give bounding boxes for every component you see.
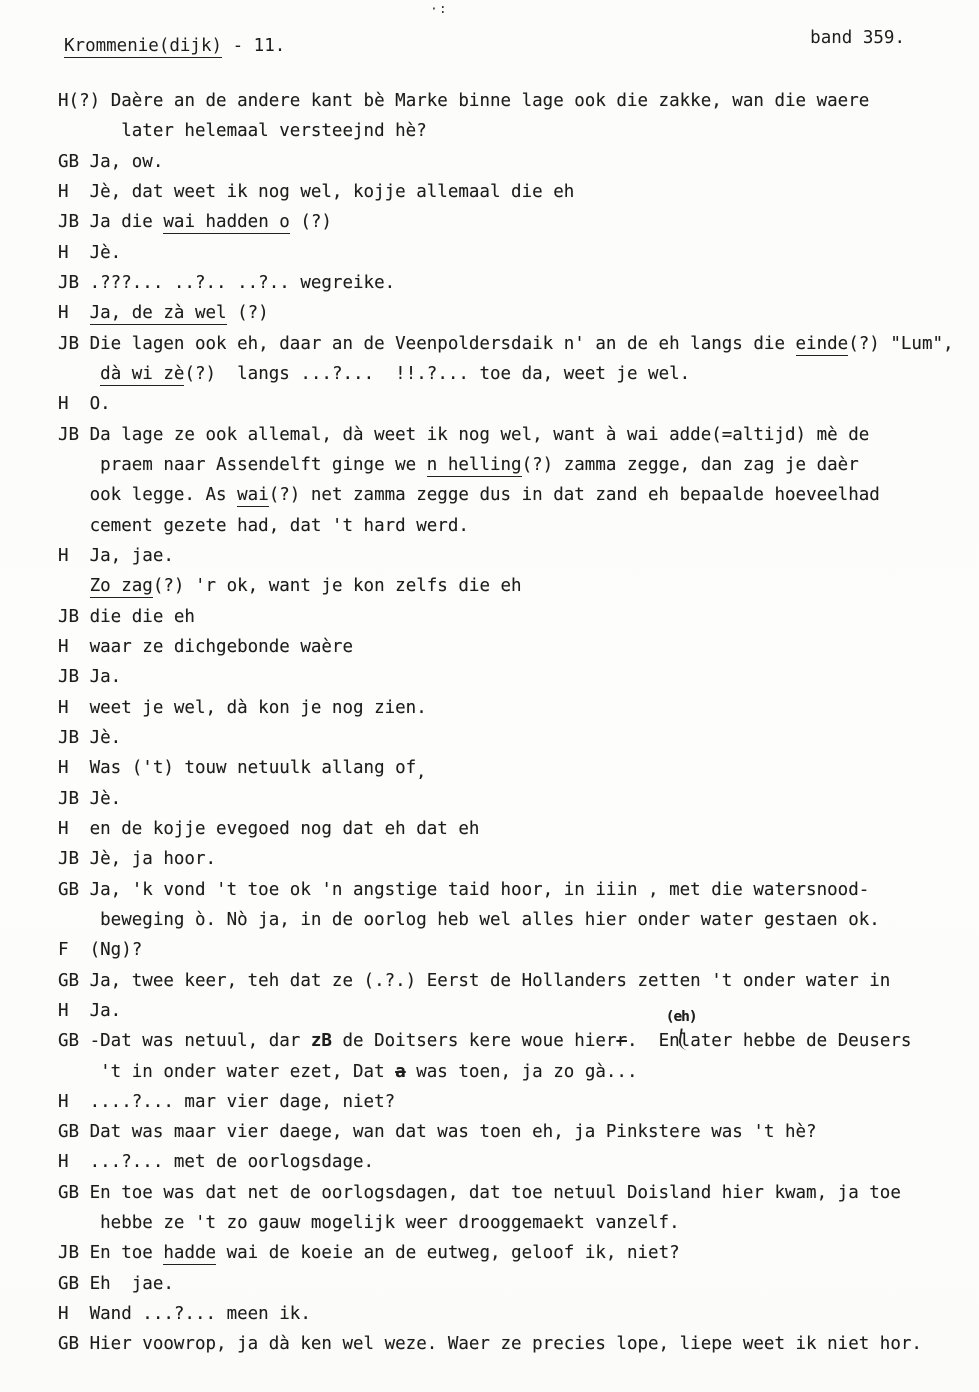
speaker-label: JB — [58, 788, 90, 809]
transcript-line — [58, 1087, 975, 1117]
text-segment: Wand ...?... meen ik. — [89, 1304, 311, 1325]
transcript-line — [58, 268, 975, 298]
page-header — [64, 28, 905, 56]
speaker-label — [58, 364, 90, 384]
transcript-line — [58, 359, 975, 389]
speaker-label: H — [58, 1000, 90, 1021]
text-segment: Ja, ow. — [89, 151, 164, 172]
transcript-line — [58, 1147, 975, 1177]
text-segment: Ja. — [89, 667, 122, 688]
speaker-label: H — [58, 1152, 90, 1173]
transcript-line — [58, 389, 975, 419]
speaker-label — [58, 1213, 90, 1233]
text-segment: .???... ..?.. ..?.. wegreike. — [89, 272, 396, 293]
speaker-label: GB — [58, 970, 90, 991]
text-segment: O. — [89, 394, 111, 415]
text-segment: . En — [626, 1031, 680, 1052]
text-segment: - 11. — [222, 36, 286, 56]
transcript-line — [58, 329, 975, 359]
underlined-text: hadde — [163, 1243, 217, 1264]
transcript-line — [58, 875, 975, 905]
speaker-label: JB — [58, 424, 90, 445]
text-segment: hebbe ze 't zo gauw mogelijk weer drooggemaekt vanzelf. — [89, 1213, 680, 1234]
text-segment: Ja die — [89, 212, 164, 233]
transcript-line — [58, 1329, 975, 1359]
underlined-text: wai hadden o — [163, 212, 290, 233]
text-segment: later helemaal versteejnd hè? — [89, 121, 427, 142]
speaker-label: GB — [58, 151, 90, 172]
speaker-label: GB — [58, 879, 90, 900]
speaker-label — [58, 516, 90, 536]
inserted-text: (eh) — [665, 1008, 697, 1025]
text-segment: Dat was maar vier daege, wan dat was toen eh, ja Pinkstere was 't hè? — [89, 1122, 817, 1143]
transcript-line — [58, 814, 975, 844]
underlined-text: dà wi zè — [100, 363, 185, 384]
speaker-label: H — [58, 303, 90, 324]
speaker-label: JB — [58, 272, 90, 293]
transcript-line — [58, 1299, 975, 1329]
transcript-line — [58, 1269, 975, 1299]
transcript-line — [58, 693, 975, 723]
text-segment: zB — [310, 1031, 332, 1052]
text-segment: was toen, ja zo gà... — [405, 1061, 638, 1082]
speaker-label: H — [58, 818, 90, 839]
transcript-line — [58, 420, 975, 450]
text-segment: Ja, jae. — [89, 545, 174, 566]
text-segment: Ja. — [89, 1000, 122, 1021]
transcript-line — [58, 905, 975, 935]
text-segment: ...?... met de oorlogsdage. — [89, 1152, 375, 1173]
speaker-label: JB — [58, 333, 90, 354]
speaker-label: H(?) — [58, 91, 101, 111]
speaker-label: GB — [58, 1031, 90, 1052]
speaker-label: GB — [58, 1182, 90, 1203]
text-segment: -Dat was netuul, dar — [89, 1031, 311, 1052]
transcript-line — [58, 1178, 975, 1208]
text-segment: ook legge. As — [89, 485, 238, 506]
speaker-label: H — [58, 545, 90, 566]
underlined-text: einde — [795, 333, 849, 354]
text-segment: beweging ò. Nò ja, in de oorlog heb wel alles hier onder water gestaen ok. — [89, 909, 880, 930]
speaker-label — [58, 576, 90, 596]
transcript-line — [58, 966, 975, 996]
header-title — [64, 28, 285, 56]
underlined-text: Krommenie(dijk) — [64, 36, 223, 56]
speaker-label: JB — [58, 212, 90, 233]
text-segment: (?) net zamma zegge dus in dat zand eh bepaalde hoeveelhad — [268, 485, 880, 506]
transcript-line — [58, 662, 975, 692]
speaker-label: H — [58, 636, 90, 657]
text-segment: Ja, 'k vond 't toe ok 'n angstige taid hoor, in iiin , met die watersnood- — [89, 879, 870, 900]
text-segment: en de kojje evegoed nog dat eh dat eh — [89, 818, 480, 839]
handwritten-mark: , — [417, 765, 426, 782]
text-segment: de Doitsers kere woue hier — [331, 1031, 617, 1052]
text-segment: En toe was dat net de oorlogsdagen, dat toe netuul Doisland hier kwam, ja toe — [89, 1182, 901, 1203]
text-segment: (?) — [289, 212, 332, 233]
speaker-label: H — [58, 758, 90, 779]
text-segment: (?) zamma zegge, dan zag je daèr — [521, 454, 859, 475]
speaker-label: GB — [58, 1334, 90, 1355]
text-segment: weet je wel, dà kon je nog zien. — [89, 697, 427, 718]
text-segment: praem naar Assendelft ginge we — [89, 454, 427, 475]
transcript-line — [58, 116, 975, 146]
underlined-text: Zo zag — [89, 576, 153, 597]
speaker-label: GB — [58, 1273, 90, 1294]
text-segment: Die lagen ook eh, daar an de Veenpoldersdaik n' an de eh langs die — [89, 333, 796, 354]
text-segment: Ja, twee keer, teh dat ze (.?.) Eerst de Hollanders zetten 't onder water in — [89, 970, 891, 991]
text-segment: wai de koeie an de eutweg, geloof ik, niet? — [216, 1243, 680, 1264]
text-segment: (?) langs ...?... !!.?... toe da, weet je wel. — [184, 363, 691, 384]
transcript-line — [58, 1238, 975, 1268]
text-segment: Was ('t) touw netuulk allang of — [89, 758, 417, 779]
text-segment: later hebbe de Deusers — [679, 1031, 912, 1052]
overstruck-text: r — [616, 1031, 627, 1052]
header-band-number: band 359. — [810, 28, 905, 48]
transcript-line — [58, 1117, 975, 1147]
text-segment: 't in onder water ezet, Dat — [89, 1061, 396, 1082]
text-segment: Jè. — [89, 242, 122, 263]
speaker-label — [58, 1062, 90, 1082]
underlined-text: n helling — [426, 454, 522, 475]
speaker-label — [58, 455, 90, 475]
transcript-line — [58, 1208, 975, 1238]
text-segment: Jè, ja hoor. — [89, 849, 217, 870]
transcript-line — [58, 784, 975, 814]
speaker-label: JB — [58, 849, 90, 870]
text-segment: waar ze dichgebonde waère — [89, 636, 354, 657]
transcript-line — [58, 753, 975, 783]
text-segment: (?) "Lum", — [848, 333, 954, 354]
text-segment: (?) — [226, 303, 269, 324]
text-segment: Jè. — [89, 788, 122, 809]
text-segment: En toe — [89, 1243, 164, 1264]
text-segment: Jè. — [89, 727, 122, 748]
transcript-line — [58, 632, 975, 662]
speaker-label: H — [58, 394, 90, 415]
transcript-line — [58, 602, 975, 632]
speaker-label: H — [58, 697, 90, 718]
transcript-line — [58, 207, 975, 237]
transcript-line — [58, 1057, 975, 1087]
text-segment: ....?... mar vier dage, niet? — [89, 1091, 396, 1112]
transcript-line — [58, 177, 975, 207]
speaker-label: H — [58, 1304, 90, 1325]
text-segment: Hier voowrop, ja dà ken wel weze. Waer ze precies lope, liepe weet ik niet hor. — [89, 1334, 922, 1355]
transcript-line — [58, 298, 975, 328]
scan-artifact: ·: — [430, 2, 448, 17]
transcript — [58, 86, 975, 1360]
transcript-line — [58, 571, 975, 601]
text-segment — [90, 364, 101, 384]
transcript-line — [58, 147, 975, 177]
transcript-line — [58, 935, 975, 965]
text-segment: die die eh — [89, 606, 195, 627]
speaker-label: JB — [58, 727, 90, 748]
speaker-label: JB — [58, 606, 90, 627]
speaker-label: F — [58, 940, 90, 961]
transcript-line — [58, 511, 975, 541]
speaker-label — [58, 910, 90, 930]
transcript-line — [58, 480, 975, 510]
overstruck-text: a — [395, 1061, 406, 1082]
text-segment: cement gezete had, dat 't hard werd. — [89, 515, 469, 536]
speaker-label: GB — [58, 1122, 90, 1143]
transcript-line — [58, 844, 975, 874]
text-segment: Daère an de andere kant bè Marke binne lage ook die zakke, wan die waere — [100, 91, 870, 111]
text-segment: Eh jae. — [89, 1273, 174, 1294]
transcript-line — [58, 86, 975, 116]
speaker-label: JB — [58, 667, 90, 688]
text-segment: (Ng)? — [89, 940, 143, 961]
text-segment: (?) 'r ok, want je kon zelfs die eh — [152, 576, 522, 597]
underlined-text: wai — [237, 485, 269, 506]
underlined-text: Ja, de zà wel — [89, 303, 227, 324]
transcript-line — [58, 996, 975, 1026]
text-segment: Jè, dat weet ik nog wel, kojje allemaal die eh — [89, 181, 575, 202]
speaker-label — [58, 121, 90, 141]
speaker-label: H — [58, 181, 90, 202]
transcript-line — [58, 450, 975, 480]
speaker-label: JB — [58, 1243, 90, 1264]
transcript-line — [58, 723, 975, 753]
speaker-label — [58, 485, 90, 505]
text-segment: Da lage ze ook allemal, dà weet ik nog wel, want à wai adde(=altijd) mè de — [89, 424, 870, 445]
speaker-label: H — [58, 1091, 90, 1112]
transcript-line — [58, 541, 975, 571]
speaker-label: H — [58, 242, 90, 263]
transcript-line — [58, 238, 975, 268]
